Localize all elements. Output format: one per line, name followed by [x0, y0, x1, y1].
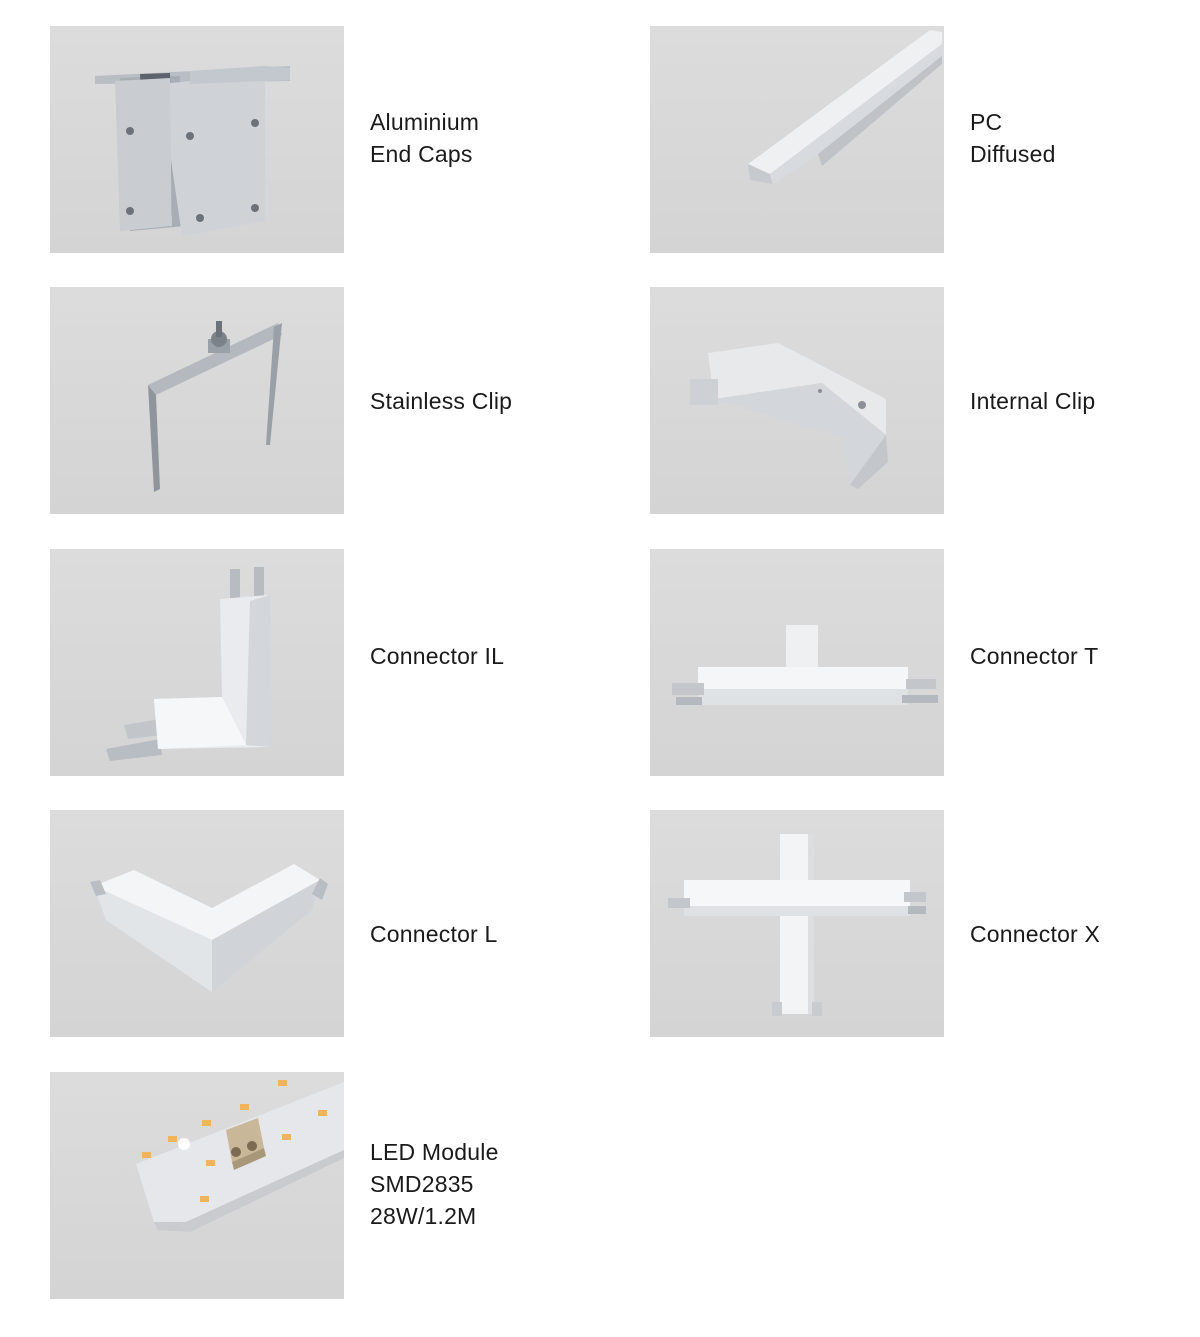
- end-caps-image: [50, 26, 344, 253]
- product-label-connector-il: Connector IL: [370, 643, 505, 669]
- product-image-connector-l: [50, 810, 344, 1037]
- connector-l-image: [50, 810, 344, 1037]
- product-label-connector-l: Connector L: [370, 921, 498, 947]
- product-label-internal-clip: Internal Clip: [970, 388, 1096, 414]
- product-image-connector-t: [650, 549, 944, 776]
- connector-il-image: [50, 549, 344, 776]
- product-image-connector-x: [650, 810, 944, 1037]
- internal-clip-image: [650, 287, 944, 514]
- product-label-stainless-clip: Stainless Clip: [370, 388, 513, 414]
- product-label-connector-x: Connector X: [970, 921, 1101, 947]
- pc-diffuser-image: [650, 26, 944, 253]
- product-label-end-caps: Aluminium End Caps: [370, 109, 480, 167]
- stainless-clip-image: [50, 287, 344, 514]
- connector-x-image: [650, 810, 944, 1037]
- product-image-internal-clip: [650, 287, 944, 514]
- connector-t-image: [650, 549, 944, 776]
- product-label-connector-t: Connector T: [970, 643, 1099, 669]
- product-label-pc-diffused: PC Diffused: [970, 109, 1056, 167]
- product-image-pc-diffused: [650, 26, 944, 253]
- led-module-image: [50, 1072, 344, 1299]
- product-image-led-module: [50, 1072, 344, 1299]
- product-image-stainless-clip: [50, 287, 344, 514]
- product-image-end-caps: [50, 26, 344, 253]
- product-image-connector-il: [50, 549, 344, 776]
- product-label-led-module: LED Module SMD2835 28W/1.2M: [370, 1139, 499, 1229]
